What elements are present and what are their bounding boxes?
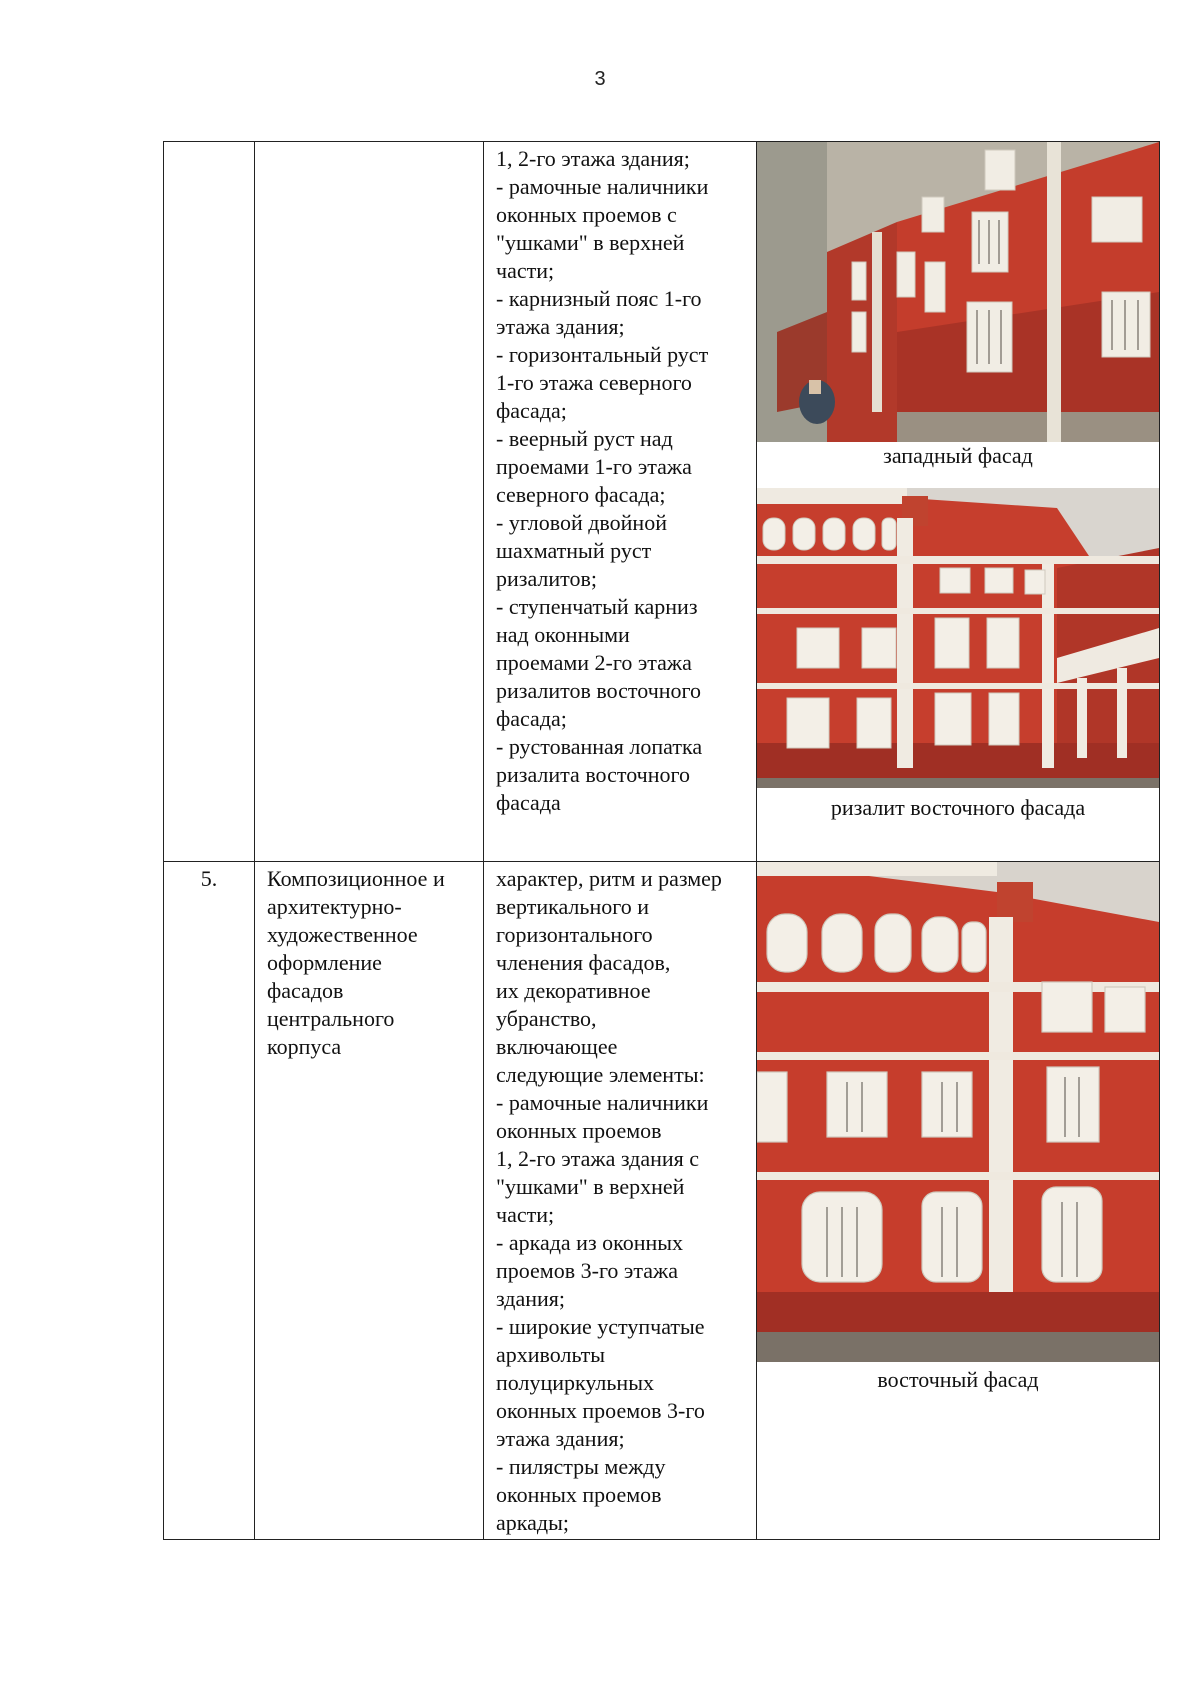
page-number: 3: [594, 68, 606, 90]
element-description-line: оконных проемов с: [496, 202, 677, 227]
table-row: [164, 142, 1160, 862]
element-description-line: проемами 1-го этажа: [496, 454, 692, 479]
element-description-line: здания;: [496, 1286, 566, 1311]
element-description-line: их декоративное: [496, 978, 651, 1003]
element-description-line: ризалитов восточного: [496, 678, 702, 703]
element-description-line: - рамочные наличники: [496, 174, 709, 199]
element-description-line: - пилястры между: [496, 1454, 666, 1479]
element-description-line: части;: [496, 1202, 555, 1227]
row-name-cell: [255, 862, 484, 1540]
element-description-line: архивольты: [496, 1342, 606, 1367]
element-description-line: этажа здания;: [496, 1426, 625, 1451]
element-name: [255, 862, 483, 1063]
element-description-line: - рустованная лопатка: [496, 734, 703, 759]
element-description-line: ризалита восточного: [496, 762, 690, 787]
element-description-line: этажа здания;: [496, 314, 625, 339]
element-name: [255, 142, 483, 147]
element-description-line: северного фасада;: [496, 482, 666, 507]
element-description-line: над оконными: [496, 622, 630, 647]
element-description: [484, 142, 756, 819]
table-row: [164, 862, 1160, 1540]
row-number-cell: [164, 862, 255, 1540]
element-description-line: "ушками" в верхней: [496, 230, 685, 255]
element-description-line: вертикального и: [496, 894, 649, 919]
element-name-line: фасадов: [267, 978, 344, 1003]
element-description-line: 1, 2-го этажа здания;: [496, 146, 690, 171]
element-description-line: проемами 2-го этажа: [496, 650, 692, 675]
element-description-line: - веерный руст над: [496, 426, 673, 451]
element-description-line: горизонтального: [496, 922, 653, 947]
element-description-line: оконных проемов 3-го: [496, 1398, 705, 1423]
element-name-line: центрального: [267, 1006, 395, 1031]
element-description-line: - угловой двойной: [496, 510, 667, 535]
row-description-cell: [484, 862, 757, 1540]
element-description: [484, 862, 756, 1539]
east-facade-caption: восточный фасад: [877, 1367, 1039, 1392]
element-description-line: шахматный руст: [496, 538, 652, 563]
element-description-line: фасада;: [496, 706, 567, 731]
row-description-cell: [484, 142, 757, 862]
element-description-line: характер, ритм и размер: [496, 866, 722, 891]
east-facade-risalit-photo: [757, 488, 1159, 788]
row-photo-cell: [757, 142, 1160, 862]
row-number: 5.: [200, 866, 218, 891]
element-description-line: фасада: [496, 790, 561, 815]
element-description-line: - ступенчатый карниз: [496, 594, 698, 619]
monument-elements-table: [163, 141, 1160, 1540]
element-description-line: 1, 2-го этажа здания с: [496, 1146, 700, 1171]
element-description-line: - карнизный пояс 1-го: [496, 286, 702, 311]
row-photo-cell: [757, 862, 1160, 1540]
element-description-line: включающее: [496, 1034, 618, 1059]
element-description-line: части;: [496, 258, 555, 283]
element-description-line: убранство,: [496, 1006, 597, 1031]
east-facade-risalit-caption: ризалит восточного фасада: [830, 795, 1086, 820]
element-description-line: ризалитов;: [496, 566, 597, 591]
west-facade-caption: западный фасад: [883, 443, 1033, 468]
element-description-line: "ушками" в верхней: [496, 1174, 685, 1199]
element-description-line: фасада;: [496, 398, 567, 423]
element-description-line: - горизонтальный руст: [496, 342, 709, 367]
element-description-line: - широкие уступчатые: [496, 1314, 705, 1339]
east-facade-photo: [757, 862, 1159, 1362]
element-description-line: полуциркульных: [496, 1370, 654, 1395]
element-description-line: следующие элементы:: [496, 1062, 705, 1087]
element-name-line: оформление: [267, 950, 382, 975]
element-description-line: аркады;: [496, 1510, 569, 1535]
element-description-line: оконных проемов: [496, 1482, 662, 1507]
element-description-line: проемов 3-го этажа: [496, 1258, 678, 1283]
element-name-line: архитектурно-: [267, 894, 402, 919]
element-description-line: - рамочные наличники: [496, 1090, 709, 1115]
element-description-line: - аркада из оконных: [496, 1230, 684, 1255]
row-number-cell: [164, 142, 255, 862]
element-name-line: художественное: [267, 922, 418, 947]
row-name-cell: [255, 142, 484, 862]
element-description-line: оконных проемов: [496, 1118, 662, 1143]
element-description-line: 1-го этажа северного: [496, 370, 692, 395]
element-description-line: членения фасадов,: [496, 950, 671, 975]
element-name-line: корпуса: [267, 1034, 342, 1059]
west-facade-photo: [757, 142, 1159, 442]
element-name-line: Композиционное и: [267, 866, 445, 891]
